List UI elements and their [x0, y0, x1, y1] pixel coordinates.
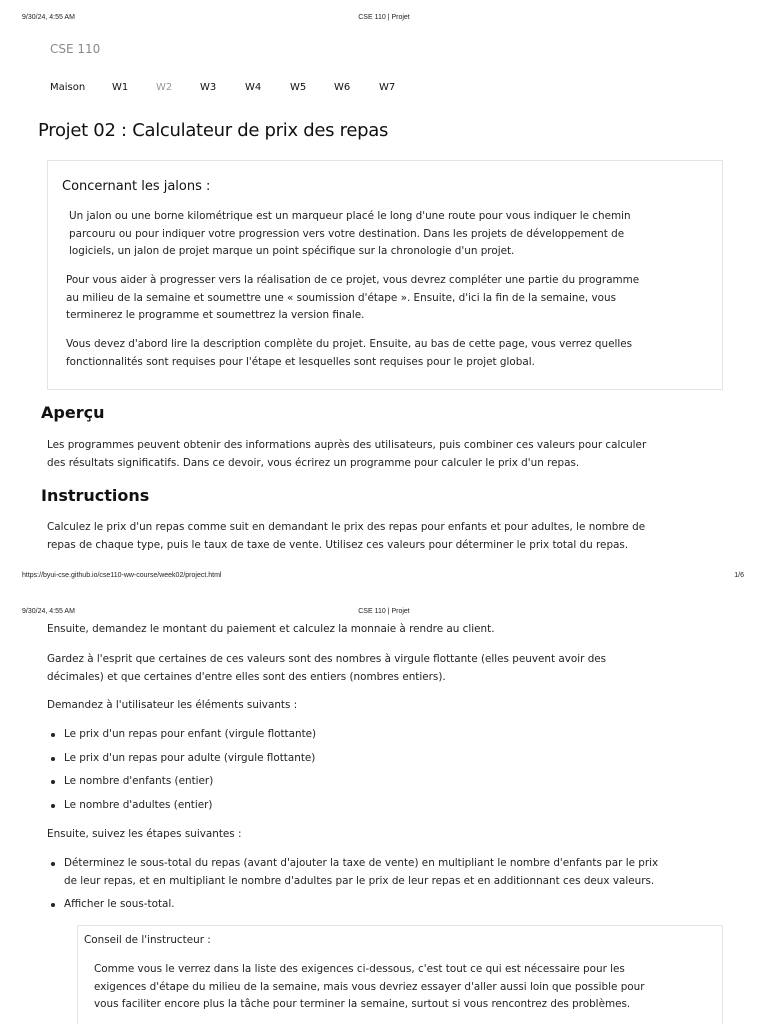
page-title: Projet 02 : Calculateur de prix des repas: [38, 120, 389, 141]
instructor-tip-box: [77, 925, 723, 1024]
overview-heading: Aperçu: [41, 403, 105, 422]
nav-item-w6[interactable]: W6: [334, 82, 351, 93]
list-item: Le nombre d'enfants (entier): [64, 773, 213, 791]
print-title: CSE 110 | Projet: [358, 14, 410, 21]
print-date-2: 9/30/24, 4:55 AM: [22, 608, 75, 615]
instructions-change: Ensuite, demandez le montant du paiement et calculez la monnaie à rendre au client.: [47, 623, 495, 635]
instructions-ask: Demandez à l'utilisateur les éléments suivants :: [47, 699, 298, 711]
nav-item-w4[interactable]: W4: [245, 82, 262, 93]
milestones-title: Concernant les jalons :: [62, 179, 211, 194]
nav-item-w2[interactable]: W2: [156, 82, 173, 93]
tip-title: Conseil de l'instructeur :: [84, 934, 211, 946]
list-item: Afficher le sous-total.: [64, 896, 175, 914]
milestones-p2: Pour vous aider à progresser vers la réalisation de ce projet, vous devrez compléter une partie du programme au milieu de la semaine et soumettre une « soumission d'étape ». Ensuite, d'ici la fin de la semaine, vous terminerez le programme et soumettrez la version finale.: [66, 274, 640, 321]
milestones-p3: Vous devez d'abord lire la description complète du projet. Ensuite, au bas de cette page, vous verrez quelles fonctionnalités sont requises pour l'étape et lesquelles sont requises pour le projet global.: [66, 338, 633, 368]
print-date: 9/30/24, 4:55 AM: [22, 14, 75, 21]
nav-item-home[interactable]: Maison: [50, 82, 86, 93]
print-title-2: CSE 110 | Projet: [358, 608, 410, 615]
nav-item-w5[interactable]: W5: [290, 82, 307, 93]
instructions-steps: Ensuite, suivez les étapes suivantes :: [47, 828, 242, 840]
overview-text: Les programmes peuvent obtenir des informations auprès des utilisateurs, puis combiner ces valeurs pour calculer des résultats significatifs. Dans ce devoir, vous écrirez un programme pour calculer le prix d'un repas.: [47, 439, 647, 469]
nav-item-w1[interactable]: W1: [112, 82, 129, 93]
milestones-box: [47, 160, 723, 390]
instructions-p2: Gardez à l'esprit que certaines de ces valeurs sont des nombres à virgule flottante (elles peuvent avoir des décimales) et que certaines d'entre elles sont des entiers (nombres entiers).: [47, 653, 607, 683]
nav-item-w7[interactable]: W7: [379, 82, 396, 93]
list-item: Le prix d'un repas pour enfant (virgule flottante): [64, 726, 316, 744]
site-title[interactable]: CSE 110: [50, 42, 101, 56]
list-item: Le nombre d'adultes (entier): [64, 797, 212, 815]
nav-item-w3[interactable]: W3: [200, 82, 217, 93]
list-item: Déterminez le sous-total du repas (avant d'ajouter la taxe de vente) en multipliant le nombre d'enfants par le prix de leur repas, et en multipliant le nombre d'adultes par le prix de leur repas et en additionnant ces deux valeurs.: [64, 855, 658, 890]
tip-text: Comme vous le verrez dans la liste des exigences ci-dessous, c'est tout ce qui est nécessaire pour les exigences d'étape du milieu de la semaine, mais vous devriez essayer d'aller aussi loin que possible pour vous faciliter encore plus la tâche pour terminer la semaine, surtout si vous rencontrez des problèmes.: [94, 963, 645, 1010]
instructions-intro: Calculez le prix d'un repas comme suit en demandant le prix des repas pour enfants et pour adultes, le nombre de repas de chaque type, puis le taux de taxe de vente. Utilisez ces valeurs pour déterminer le prix total du repas.: [47, 521, 646, 551]
list-item: Le prix d'un repas pour adulte (virgule flottante): [64, 750, 315, 768]
print-url: https://byui-cse.github.io/cse110-ww-course/week02/project.html: [22, 572, 222, 579]
print-page-number: 1/6: [734, 572, 744, 579]
instructions-heading: Instructions: [41, 486, 150, 505]
milestones-p1: Un jalon ou une borne kilométrique est un marqueur placé le long d'une route pour vous indiquer le chemin parcouru ou pour indiquer votre progression vers votre destination. Dans les projets de développement de logiciels, un jalon de projet marque un point spécifique sur la chronologie d'un projet.: [69, 210, 631, 257]
